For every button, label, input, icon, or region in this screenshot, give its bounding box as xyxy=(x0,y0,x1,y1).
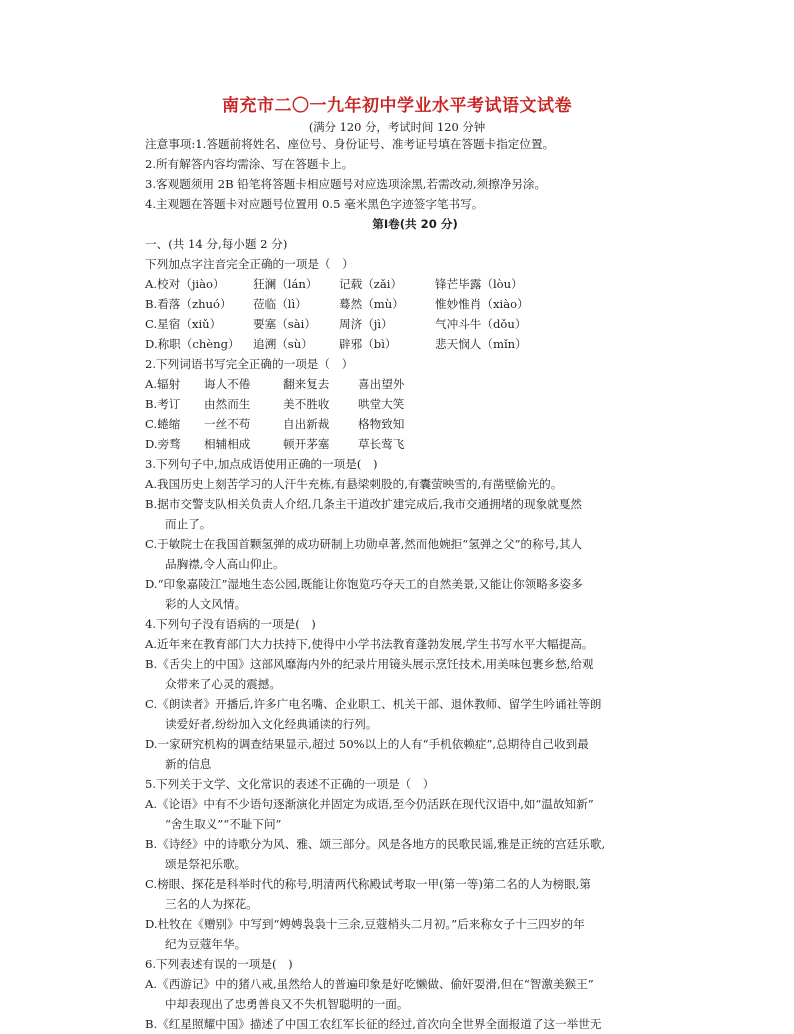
q5-stem: 5.下列关于文学、文化常识的表述不正确的一项是（ ） xyxy=(145,777,435,791)
q2-option-d xyxy=(145,434,685,454)
q2-option-a-word-2: 诲人不倦 xyxy=(204,377,251,391)
q5-option-a-line-1: A.《论语》中有不少语句逐渐演化并固定为成语,至今仍活跃在现代汉语中,如“温故知新” xyxy=(145,797,594,811)
q5-option-d-line-1: D.杜牧在《赠别》中写到“娉娉袅袅十三余,豆蔻梢头二月初。”后来称女子十三四岁的年 xyxy=(145,917,585,931)
q2-option-a-word-3: 翻来复去 xyxy=(283,377,330,391)
q1-option-c-word-1: C.星宿（xiǔ） xyxy=(145,317,222,331)
q2-option-c-word-1: C.蜷缩 xyxy=(145,417,181,431)
q2-option-d-word-4: 草长莺飞 xyxy=(358,437,405,451)
q2-option-d-word-2: 相辅相成 xyxy=(204,437,251,451)
q1-option-d-word-4: 悲天悯人（mǐn） xyxy=(435,337,527,351)
q4-option-c-line-2: 读爱好者,纷纷加入文化经典诵读的行列。 xyxy=(165,717,378,731)
q2-option-b-word-2: 由然而生 xyxy=(204,397,251,411)
q3-option-c-line-1: C.于敏院士在我国首颗氢弹的成功研制上功勋卓著,然而他婉拒“氢弹之父”的称号,其人 xyxy=(145,537,583,551)
q4-option-b-line-1: B.《舌尖上的中国》这部风靡海内外的纪录片用镜头展示烹饪技术,用美味包裹乡愁,给观 xyxy=(145,657,594,671)
q3-option-a: A.我国历史上刻苦学习的人汗牛充栋,有悬梁刺股的,有囊萤映雪的,有凿壁偷光的。 xyxy=(145,477,563,491)
q6-option-a-line-1: A.《西游记》中的猪八戒,虽然给人的普遍印象是好吃懒做、偷奸耍滑,但在“智激美猴王” xyxy=(145,977,594,991)
q3-option-b-line-1: B.据市交警支队相关负责人介绍,几条主干道改扩建完成后,我市交通拥堵的现象就戛然 xyxy=(145,497,582,511)
q1-option-c-word-2: 要塞（sài） xyxy=(253,317,316,331)
q2-option-a xyxy=(145,374,685,394)
q1-option-a-word-2: 狂澜（lán） xyxy=(253,277,318,291)
q2-stem: 2.下列词语书写完全正确的一项是（ ） xyxy=(145,357,354,371)
q2-option-c-word-4: 格物致知 xyxy=(358,417,405,431)
q2-option-b-word-4: 哄堂大笑 xyxy=(358,397,405,411)
exam-content xyxy=(145,134,685,1034)
q1-option-c-word-3: 周济（jì） xyxy=(339,317,393,331)
q1-option-b-word-4: 惟妙惟肖（xiào） xyxy=(435,297,529,311)
q4-option-d-line-2: 新的信息 xyxy=(165,757,212,771)
q1-option-a-word-4: 锋芒毕露（lòu） xyxy=(435,277,523,291)
note-line-2: 2.所有解答内容均需涂、写在答题卡上。 xyxy=(145,157,354,171)
q4-option-b-line-2: 众带来了心灵的震撼。 xyxy=(165,677,281,691)
exam-subtitle: (满分 120 分，考试时间 120 分钟 xyxy=(308,120,486,134)
q1-option-b xyxy=(145,294,685,314)
q4-option-d-line-1: D.一家研究机构的调查结果显示,超过 50%以上的人有“手机依赖症”,总期待自己收到最 xyxy=(145,737,589,751)
q3-option-b-line-2: 而止了。 xyxy=(165,517,212,531)
q2-option-d-word-1: D.旁骛 xyxy=(145,437,181,451)
q1-option-d-word-2: 追溯（sù） xyxy=(253,337,313,351)
q1-option-a xyxy=(145,274,685,294)
q5-option-d-line-2: 纪为豆蔻年华。 xyxy=(165,937,247,951)
section-title: 第Ⅰ卷(共 20 分) xyxy=(372,217,458,231)
q4-option-c-line-1: C.《朗读者》开播后,许多广电名嘴、企业职工、机关干部、退休教师、留学生吟诵社等朗 xyxy=(145,697,602,711)
q1-option-a-word-1: A.校对（jiào） xyxy=(145,277,225,291)
q1-option-a-word-3: 记载（zǎi） xyxy=(339,277,403,291)
q5-option-a-line-2: “舍生取义”“不耻下问” xyxy=(165,817,282,831)
q1-option-d xyxy=(145,334,685,354)
q2-option-d-word-3: 顿开茅塞 xyxy=(283,437,330,451)
q2-option-c-word-3: 自出新裁 xyxy=(283,417,330,431)
q1-stem: 下列加点字注音完全正确的一项是（ ） xyxy=(145,257,354,271)
q6-stem: 6.下列表述有误的一项是( ) xyxy=(145,957,293,971)
q2-option-b-word-3: 美不胜收 xyxy=(283,397,330,411)
q5-option-c-line-2: 三名的人为探花。 xyxy=(165,897,258,911)
exam-title: 南充市二〇一九年初中学业水平考试语文试卷 xyxy=(222,96,572,116)
part-one-heading: 一、(共 14 分,每小题 2 分) xyxy=(145,237,288,251)
q2-option-b xyxy=(145,394,685,414)
q2-option-c-word-2: 一丝不苟 xyxy=(204,417,251,431)
q4-stem: 4.下列句子没有语病的一项是( ) xyxy=(145,617,316,631)
q3-option-d-line-1: D.“印象嘉陵江”湿地生态公园,既能让你饱览巧夺天工的自然美景,又能让你领略多姿多 xyxy=(145,577,583,591)
q5-option-c-line-1: C.榜眼、探花是科举时代的称号,明清两代称殿试考取一甲(第一等)第二名的人为榜眼,第 xyxy=(145,877,591,891)
q3-option-c-line-2: 品胸襟,令人高山仰止。 xyxy=(165,557,285,571)
q5-option-b-line-2: 颂是祭祀乐歌。 xyxy=(165,857,247,871)
note-line-4: 4.主观题在答题卡对应题号位置用 0.5 毫米黑色字迹签字笔书写。 xyxy=(145,197,484,211)
q1-option-c-word-4: 气冲斗牛（dǒu） xyxy=(435,317,527,331)
q6-option-b-line-1: B.《红星照耀中国》描述了中国工农红军长征的经过,首次向全世界全面报道了这一举世无 xyxy=(145,1017,602,1031)
q1-option-d-word-1: D.称职（chèng） xyxy=(145,337,240,351)
q5-option-b-line-1: B.《诗经》中的诗歌分为风、雅、颂三部分。风是各地方的民歌民谣,雅是正统的宫廷乐歌, xyxy=(145,837,606,851)
q2-option-b-word-1: B.考订 xyxy=(145,397,181,411)
q2-option-a-word-4: 喜出望外 xyxy=(358,377,405,391)
q1-option-b-word-2: 莅临（lì） xyxy=(253,297,307,311)
q1-option-d-word-3: 辟邪（bì） xyxy=(339,337,397,351)
q1-option-b-word-3: 蓦然（mù） xyxy=(339,297,404,311)
q3-stem: 3.下列句子中,加点成语使用正确的一项是( ) xyxy=(145,457,378,471)
q1-option-b-word-1: B.看落（zhuó） xyxy=(145,297,232,311)
note-line-3: 3.客观题须用 2B 铅笔将答题卡相应题号对应选项涂黑,若需改动,须擦净另涂。 xyxy=(145,177,547,191)
q3-option-d-line-2: 彩的人文风情。 xyxy=(165,597,247,611)
q2-option-c xyxy=(145,414,685,434)
q1-option-c xyxy=(145,314,685,334)
q6-option-a-line-2: 中却表现出了忠勇善良又不失机智聪明的一面。 xyxy=(165,997,409,1011)
note-line-1: 注意事项:1.答题前将姓名、座位号、身份证号、准考证号填在答题卡指定位置。 xyxy=(145,137,555,151)
q2-option-a-word-1: A.辐射 xyxy=(145,377,181,391)
q4-option-a: A.近年来在教育部门大力扶持下,使得中小学书法教育蓬勃发展,学生书写水平大幅提高。 xyxy=(145,637,594,651)
